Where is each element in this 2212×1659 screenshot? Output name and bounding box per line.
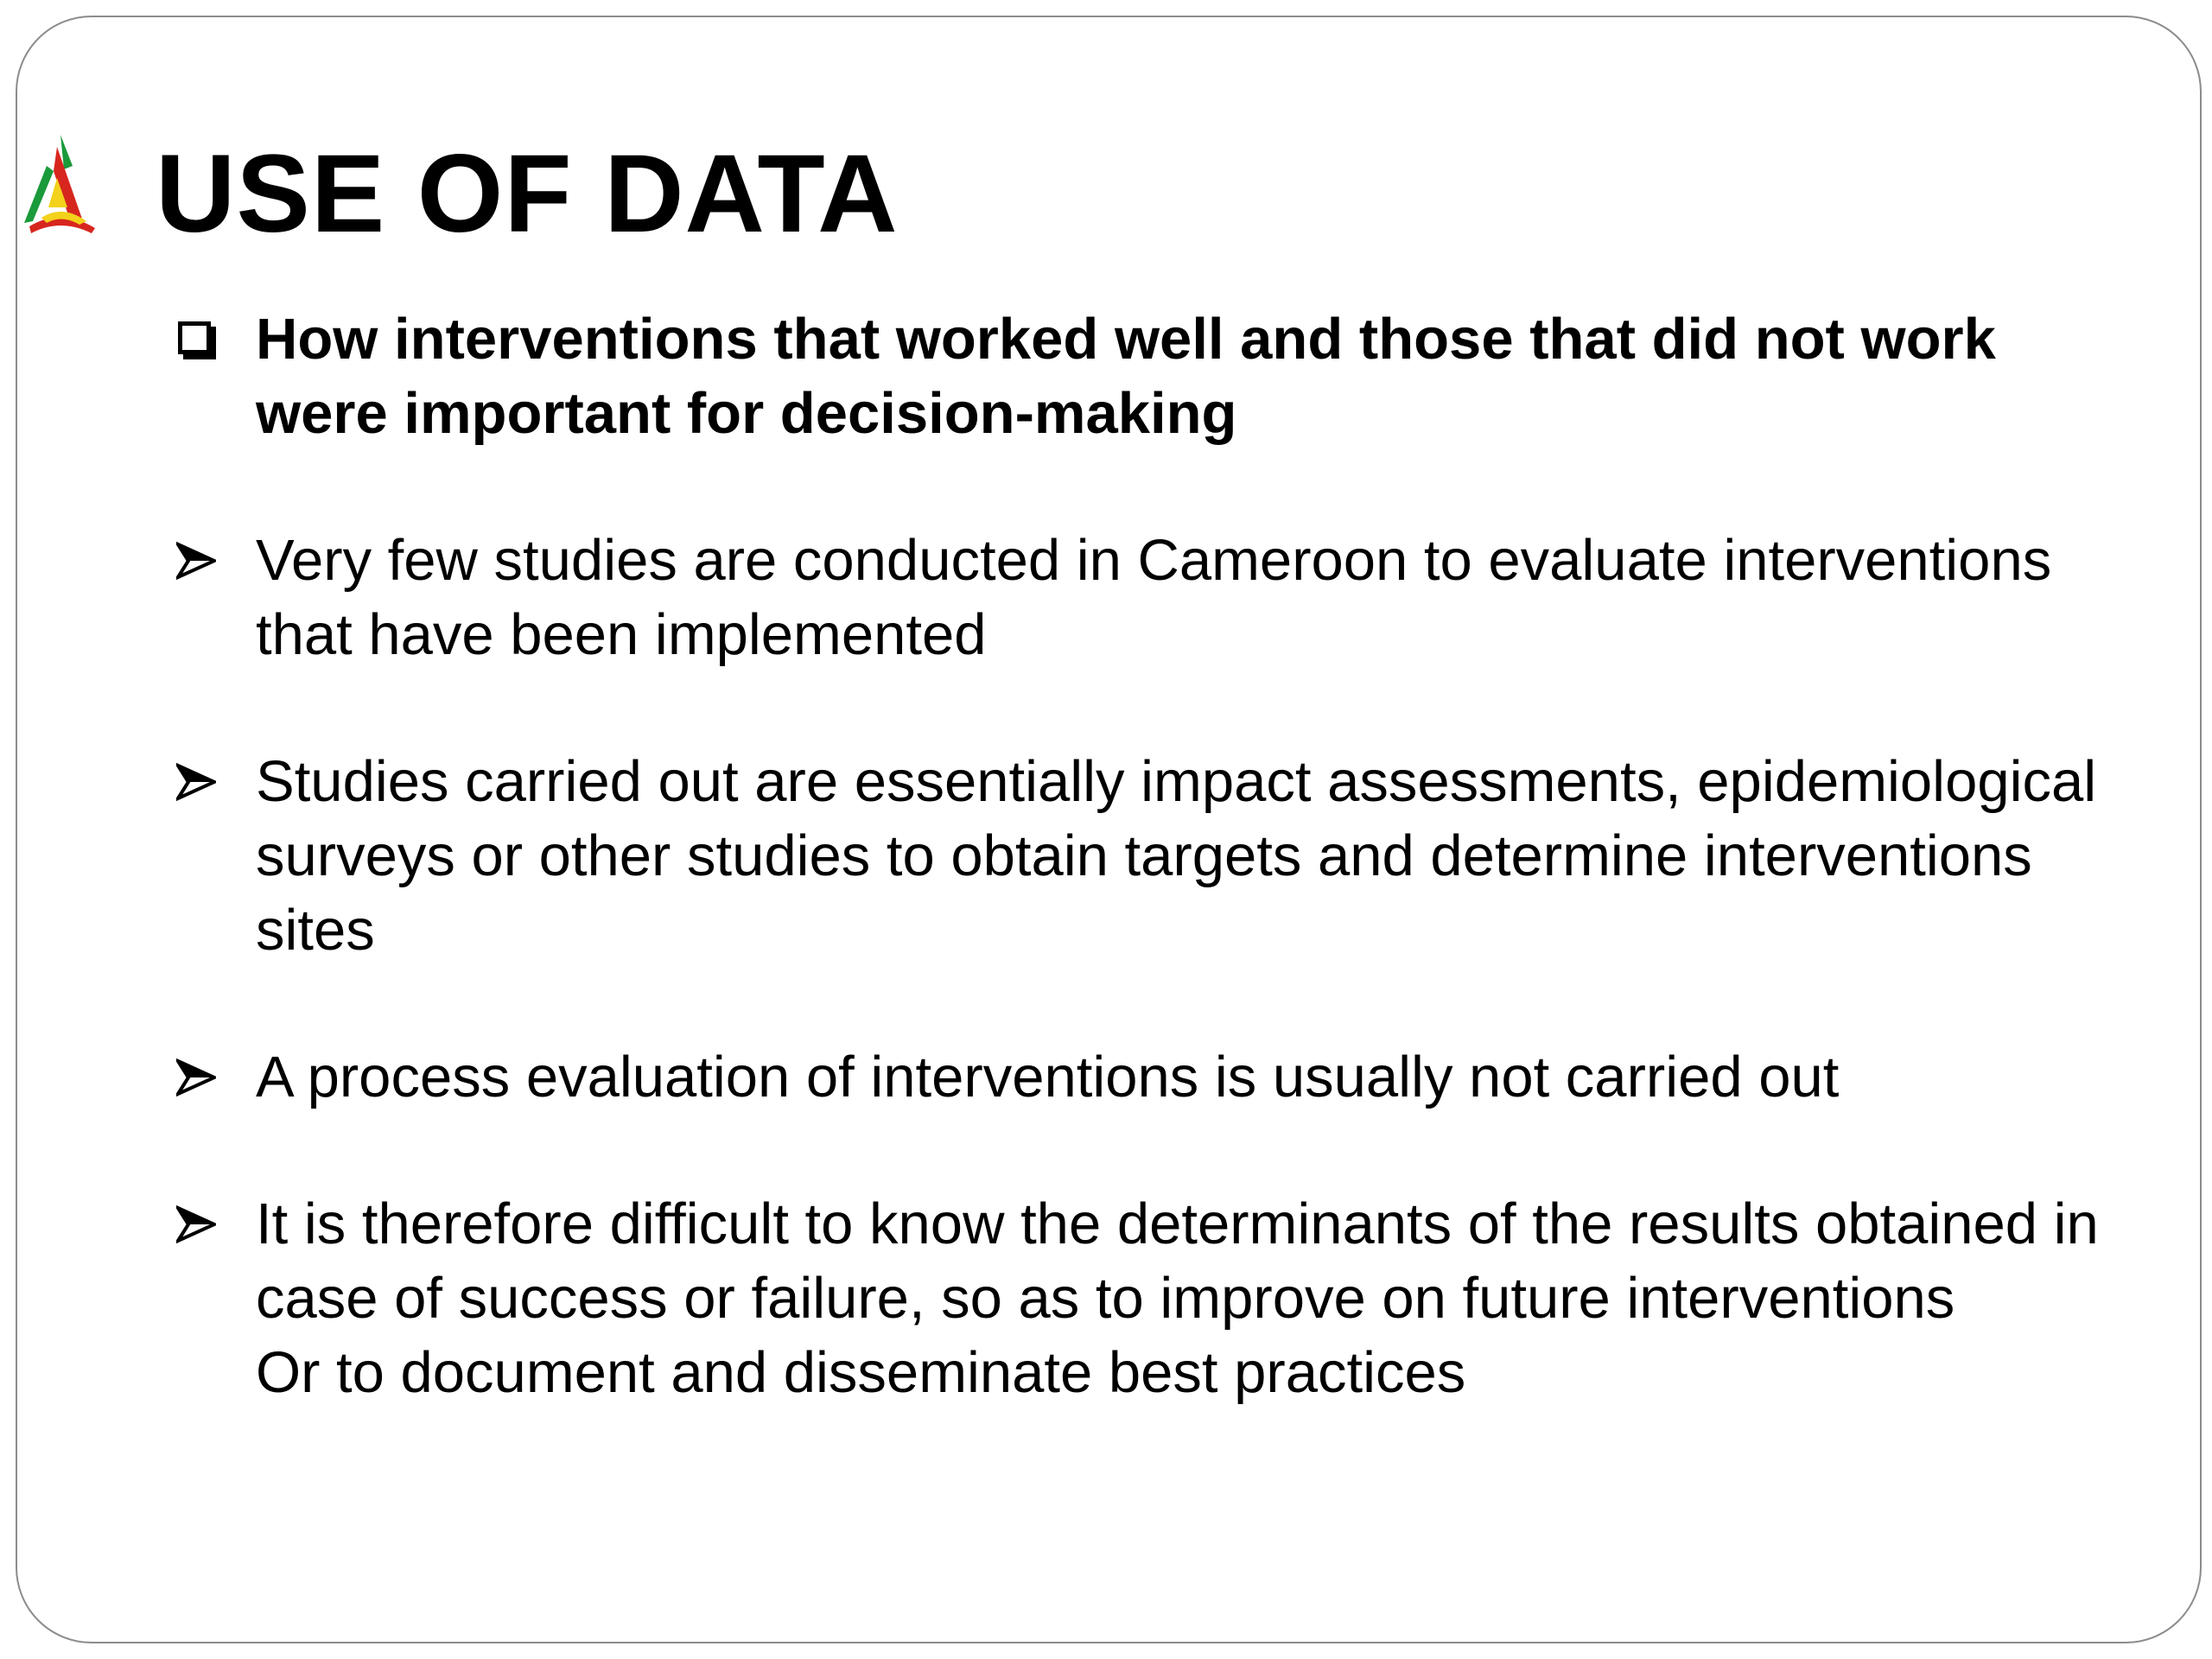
bullet-text-continuation: Or to document and disseminate best practices — [256, 1340, 1466, 1405]
slide-frame — [16, 16, 2202, 1643]
arrow-bullet-icon — [173, 524, 233, 598]
bullet-item — [173, 524, 2100, 672]
slide-title: USE OF DATA — [156, 132, 899, 256]
bullet-item — [173, 1040, 2100, 1115]
arrow-bullet-icon — [173, 745, 233, 819]
lead-point — [173, 302, 2100, 451]
square-checkbox-icon — [173, 302, 233, 377]
bullet-text: Studies carried out are essentially impact assessments, epidemiological surveys or other studies to obtain targets and determine interventions sites — [256, 749, 2097, 963]
cameroon-emblem-icon — [22, 131, 97, 235]
lead-point-text: How interventions that worked well and those that did not work were important for decision-making — [256, 307, 1996, 446]
bullet-text: It is therefore difficult to know the determinants of the results obtained in case of success or failure, so as to improve on future interventions — [256, 1192, 2099, 1331]
bullet-item — [173, 745, 2100, 968]
bullet-text: A process evaluation of interventions is usually not carried out — [256, 1045, 1840, 1109]
arrow-bullet-icon — [173, 1187, 233, 1262]
arrow-bullet-icon — [173, 1040, 233, 1115]
bullet-item — [173, 1187, 2100, 1410]
bullet-text: Very few studies are conducted in Cameroon to evaluate interventions that have been implemented — [256, 528, 2052, 667]
slide-body — [173, 302, 2100, 1483]
